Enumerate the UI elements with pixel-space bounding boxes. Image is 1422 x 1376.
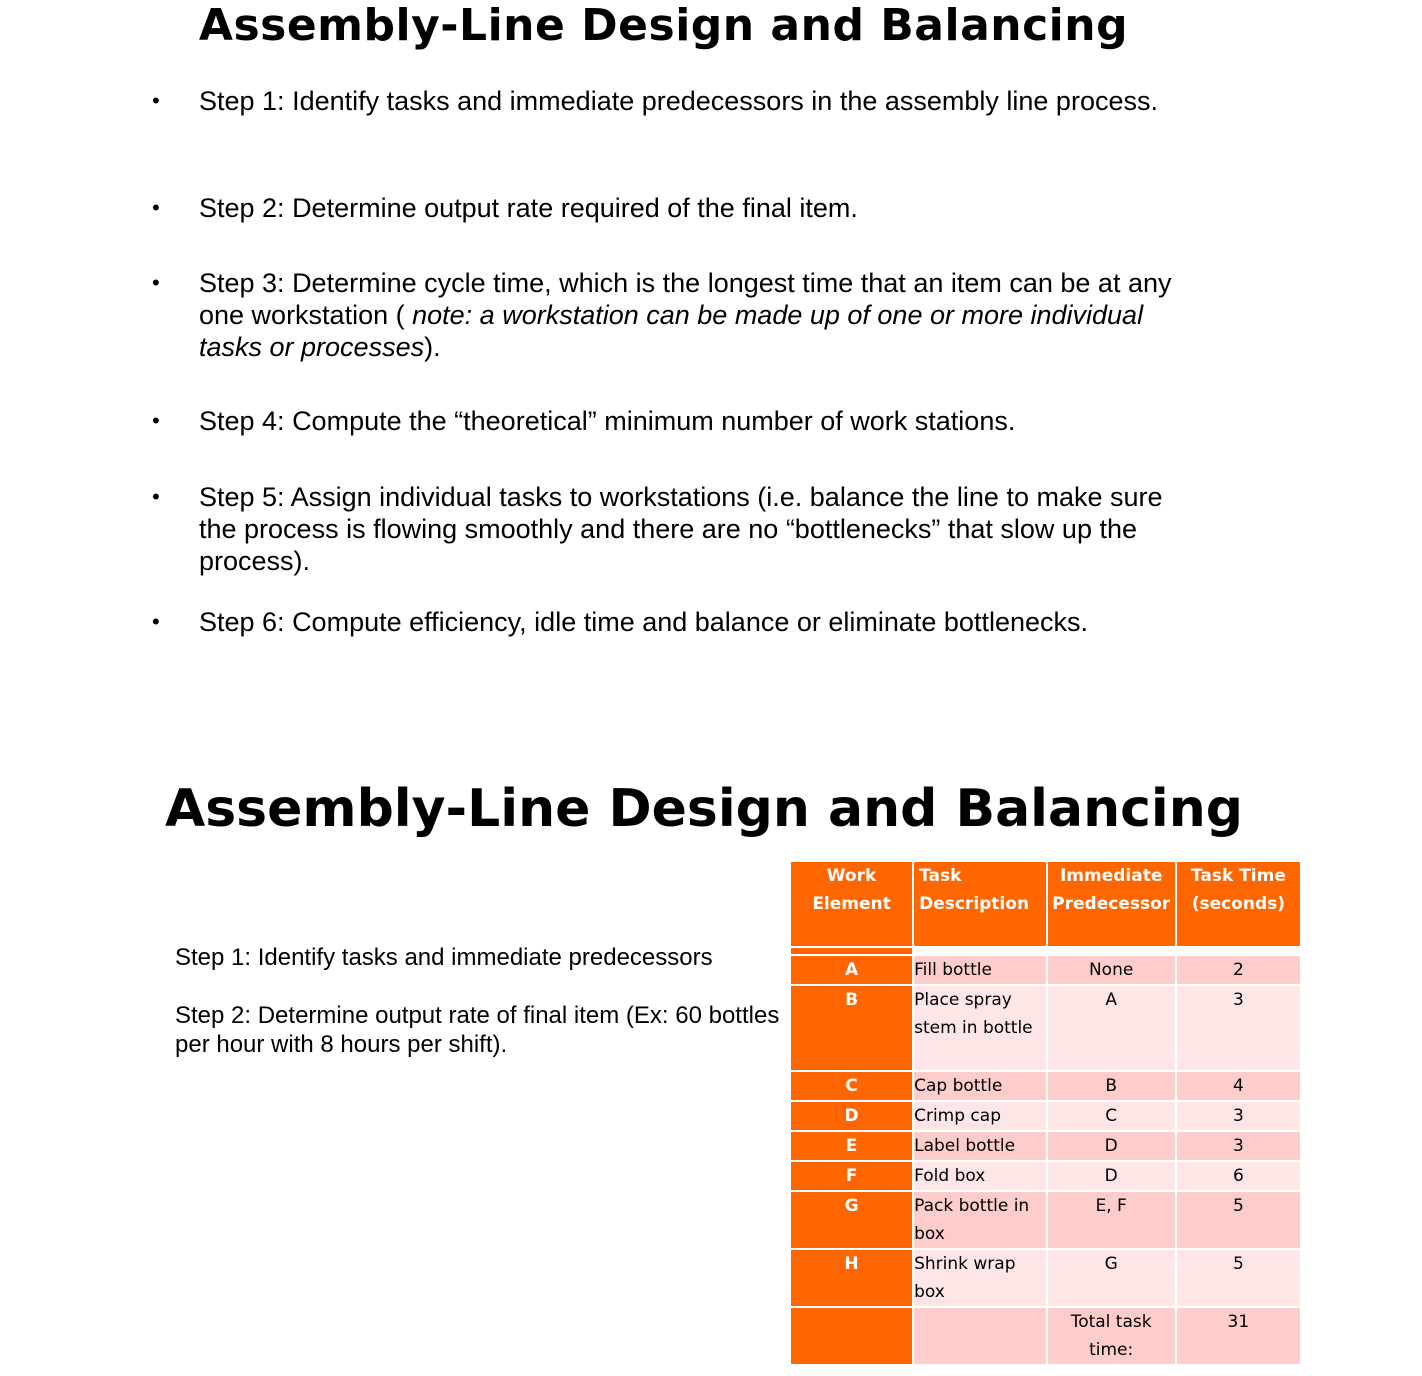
step-3 (150, 267, 1190, 363)
cell-predecessor: D (1047, 1161, 1176, 1191)
step-3-note: note: a workstation can be made up of one or more individual tasks or processes (199, 300, 1144, 362)
step-3-before: Step 3: Determine cycle time, which is the longest time that an item can be at any one workstation ( (199, 268, 1172, 330)
cell-element: A (790, 955, 913, 985)
left-steps (175, 943, 795, 1088)
left-step-1: Step 1: Identify tasks and immediate predecessors (175, 944, 713, 971)
bullet-icon: • (152, 609, 160, 634)
table-header-row (790, 861, 1301, 947)
table-row (790, 1191, 1301, 1249)
cell-description: Shrink wrap box (913, 1249, 1046, 1307)
cell-predecessor: E, F (1047, 1191, 1176, 1249)
cell-time: 2 (1176, 955, 1301, 985)
header-work-element: Work Element (790, 861, 913, 947)
cell-description: Fold box (913, 1161, 1046, 1191)
cell-element: D (790, 1101, 913, 1131)
cell-time: 5 (1176, 1191, 1301, 1249)
step-2 (150, 192, 1190, 224)
cell-predecessor: C (1047, 1101, 1176, 1131)
table-row (790, 1249, 1301, 1307)
bullet-icon: • (152, 484, 160, 509)
left-step-2: Step 2: Determine output rate of final item (Ex: 60 bottles per hour with 8 hours per shift). (175, 1002, 780, 1058)
cell-element: G (790, 1191, 913, 1249)
cell-description-empty (913, 1307, 1046, 1365)
step-5 (150, 481, 1190, 577)
table-row (790, 1071, 1301, 1101)
cell-time: 3 (1176, 985, 1301, 1071)
step-1 (150, 85, 1190, 117)
cell-predecessor: None (1047, 955, 1176, 985)
cell-element: H (790, 1249, 913, 1307)
cell-description: Crimp cap (913, 1101, 1046, 1131)
task-table (789, 860, 1302, 1366)
table-total-row (790, 1307, 1301, 1365)
cell-description: Fill bottle (913, 955, 1046, 985)
cell-description: Pack bottle in box (913, 1191, 1046, 1249)
header-immediate-predecessor: Immediate Predecessor (1047, 861, 1176, 947)
cell-time: 3 (1176, 1101, 1301, 1131)
cell-element: C (790, 1071, 913, 1101)
bullet-icon: • (152, 195, 160, 220)
table-spacer (790, 947, 1301, 955)
table-row (790, 1161, 1301, 1191)
cell-element: E (790, 1131, 913, 1161)
header-task-description: Task Description (913, 861, 1046, 947)
cell-element: F (790, 1161, 913, 1191)
bullet-icon: • (152, 408, 160, 433)
bullet-icon: • (152, 88, 160, 113)
step-text: Step 1: Identify tasks and immediate predecessors in the assembly line process. (199, 86, 1158, 116)
step-4 (150, 405, 1190, 437)
cell-predecessor: G (1047, 1249, 1176, 1307)
table-row (790, 1131, 1301, 1161)
cell-predecessor: B (1047, 1071, 1176, 1101)
step-text: Step 6: Compute efficiency, idle time and balance or eliminate bottlenecks. (199, 607, 1088, 637)
step-6 (150, 606, 1190, 638)
cell-time: 4 (1176, 1071, 1301, 1101)
cell-time: 6 (1176, 1161, 1301, 1191)
bullet-icon: • (152, 270, 160, 295)
slide2-title: Assembly-Line Design and Balancing (164, 779, 1243, 839)
header-task-time: Task Time (seconds) (1176, 861, 1301, 947)
slide1-title: Assembly-Line Design and Balancing (198, 0, 1129, 51)
total-value: 31 (1176, 1307, 1301, 1365)
step-text: Step 4: Compute the “theoretical” minimum number of work stations. (199, 406, 1016, 436)
table-row (790, 1101, 1301, 1131)
cell-element: B (790, 985, 913, 1071)
cell-description: Place spray stem in bottle (913, 985, 1046, 1071)
step-text (199, 267, 1190, 363)
cell-description: Cap bottle (913, 1071, 1046, 1101)
cell-predecessor: D (1047, 1131, 1176, 1161)
step-3-after: ). (424, 332, 441, 362)
table-row (790, 955, 1301, 985)
cell-time: 3 (1176, 1131, 1301, 1161)
table-row (790, 985, 1301, 1071)
total-label: Total task time: (1047, 1307, 1176, 1365)
cell-time: 5 (1176, 1249, 1301, 1307)
step-text: Step 5: Assign individual tasks to workstations (i.e. balance the line to make sure the process is flowing smoothly and there are no “bottlenecks” that slow up the process). (199, 482, 1163, 576)
step-text: Step 2: Determine output rate required of the final item. (199, 193, 858, 223)
cell-description: Label bottle (913, 1131, 1046, 1161)
cell-predecessor: A (1047, 985, 1176, 1071)
cell-element-empty (790, 1307, 913, 1365)
